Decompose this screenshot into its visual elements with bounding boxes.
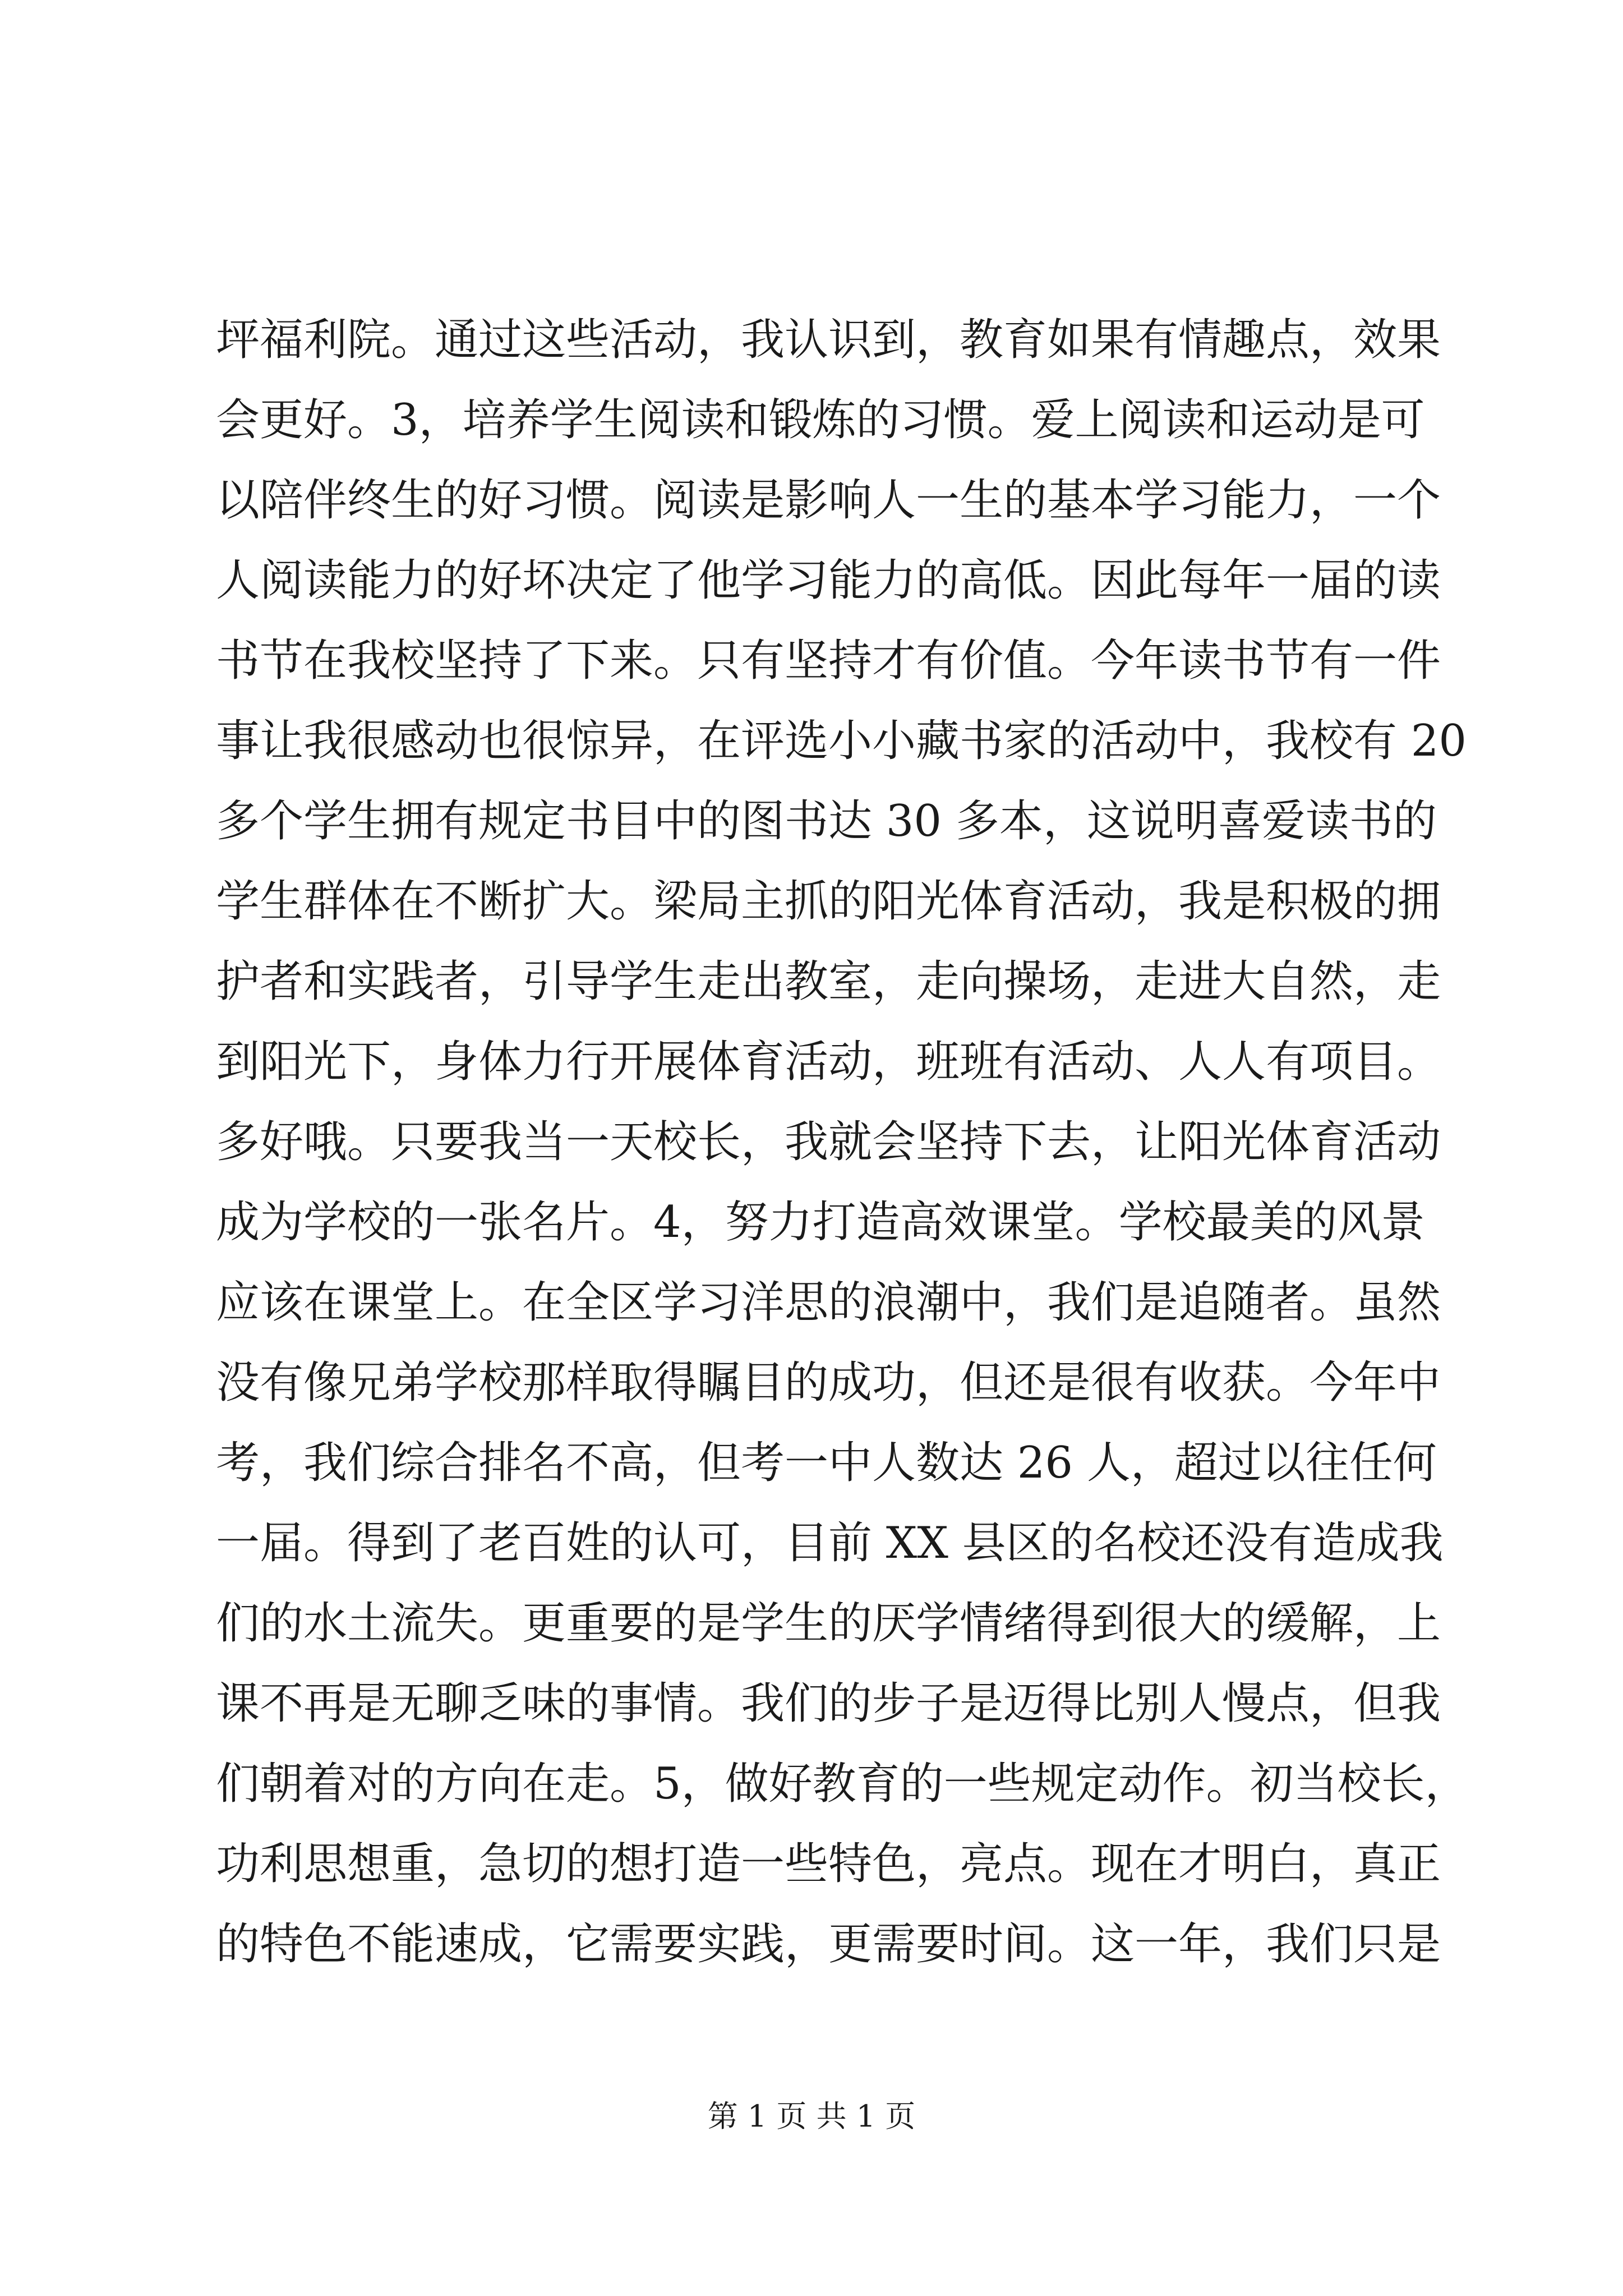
text-line: 以陪伴终生的好习惯。阅读是影响人一生的基本学习能力，一个 xyxy=(216,475,1441,526)
text-line: 到阳光下，身体力行开展体育活动，班班有活动、人人有项目。 xyxy=(216,1037,1441,1087)
text-line: 的特色不能速成，它需要实践，更需要时间。这一年，我们只是 xyxy=(216,1919,1441,1970)
body-text xyxy=(216,300,1469,1985)
text-line: 们的水土流失。更重要的是学生的厌学情绪得到很大的缓解，上 xyxy=(216,1598,1441,1649)
text-line: 多好哦。只要我当一天校长，我就会坚持下去，让阳光体育活动 xyxy=(216,1117,1441,1167)
text-line: 坪福利院。通过这些活动，我认识到，教育如果有情趣点，效果 xyxy=(216,315,1441,365)
text-line: 事让我很感动也很惊异，在评选小小藏书家的活动中，我校有 20 xyxy=(216,716,1467,766)
text-line: 成为学校的一张名片。4，努力打造高效课堂。学校最美的风景 xyxy=(216,1197,1425,1248)
text-line: 一届。得到了老百姓的认可，目前 XX 县区的名校还没有造成我 xyxy=(216,1518,1444,1568)
text-line: 们朝着对的方向在走。5，做好教育的一些规定动作。初当校长， xyxy=(216,1759,1469,1809)
text-line: 功利思想重，急切的想打造一些特色，亮点。现在才明白，真正 xyxy=(216,1839,1441,1889)
text-line: 人阅读能力的好坏决定了他学习能力的高低。因此每年一届的读 xyxy=(216,555,1441,606)
text-line: 多个学生拥有规定书目中的图书达 30 多本，这说明喜爱读书的 xyxy=(216,796,1437,846)
text-line: 没有像兄弟学校那样取得瞩目的成功，但还是很有收获。今年中 xyxy=(216,1358,1441,1408)
text-line: 考，我们综合排名不高，但考一中人数达 26 人，超过以往任何 xyxy=(216,1438,1437,1488)
page-number-footer: 第 1 页 共 1 页 xyxy=(707,2099,916,2134)
text-line: 学生群体在不断扩大。梁局主抓的阳光体育活动，我是积极的拥 xyxy=(216,876,1441,927)
text-line: 会更好。3，培养学生阅读和锻炼的习惯。爱上阅读和运动是可 xyxy=(216,395,1425,445)
text-line: 应该在课堂上。在全区学习洋思的浪潮中，我们是追随者。虽然 xyxy=(216,1277,1441,1328)
text-line: 课不再是无聊乏味的事情。我们的步子是迈得比别人慢点，但我 xyxy=(216,1678,1441,1729)
text-line: 书节在我校坚持了下来。只有坚持才有价值。今年读书节有一件 xyxy=(216,636,1441,686)
text-line: 护者和实践者，引导学生走出教室，走向操场，走进大自然，走 xyxy=(216,956,1441,1007)
